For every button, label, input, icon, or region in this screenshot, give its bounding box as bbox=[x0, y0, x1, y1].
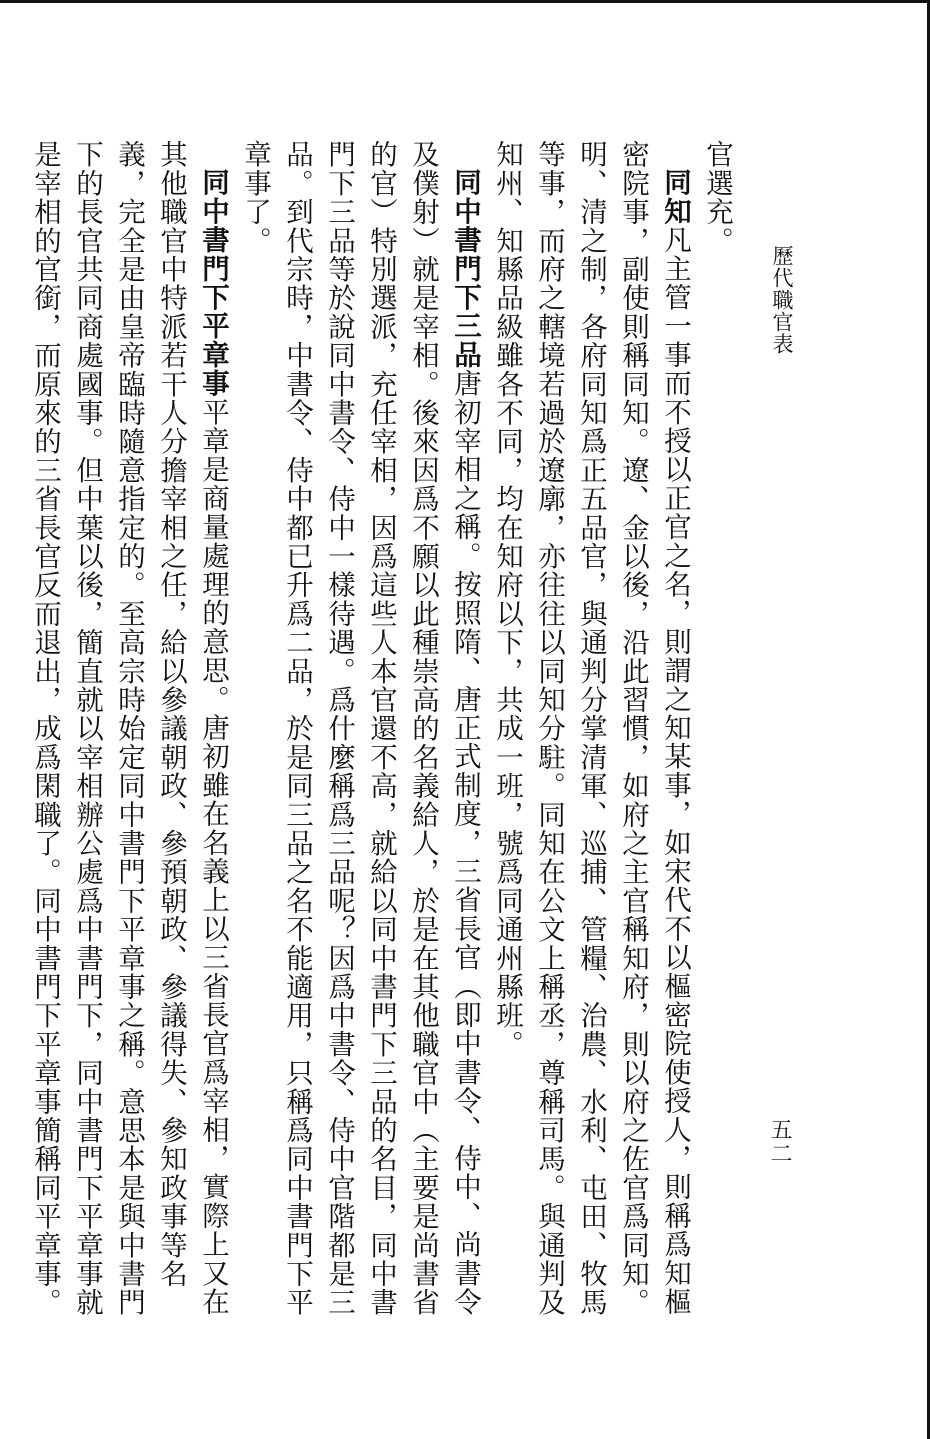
entry-term: 同中書門下平章事 bbox=[197, 167, 229, 398]
vertical-text-body bbox=[29, 140, 738, 1340]
entry-text: 凡主管一事而不授以正官之名，則謂之知某事，如宋代不以樞密院使授人，則稱爲知樞密院事，副使則稱同知。遼、金以後，沿此習慣，如府之主官稱知府，則以府之佐官爲同知。明、清之制，各府同知爲正五品官，與通判分掌清軍、巡捕、管糧、治農、水利、屯田、牧馬等事，而府之轄境若過於遼廓，亦往往以同知分駐。同知在公文上稱丞，尊稱司馬。與通判及知州、知縣品級雖各不同，均在知府以下，共成一班，號爲同通州縣班。 bbox=[491, 140, 691, 1317]
running-header-title: 歷代職官表 bbox=[770, 245, 794, 355]
entry-tong-pingzhangshi bbox=[24, 140, 234, 1340]
page-number: 五二 bbox=[767, 1118, 792, 1166]
entry-text: 唐初宰相之稱。按照隋、唐正式制度，三省長官（即中書令、侍中、尚書令及僕射）就是宰相。後來因爲不願以此種崇高的名義給人，於是在其他職官中（主要是尚書省的官）特別選派，充任宰相，因爲這些人本官還不高，就給以同中書門下三品的名目，同中書門下三品等於說同中書令、侍中一樣待遇。爲什麼稱爲三品呢？因爲中書令、侍中官階都是三品。到代宗時，中書令、侍中都已升爲二品，於是同三品之名不能適用，只稱爲同中書門下平章事了。 bbox=[239, 140, 481, 1317]
entry-term: 同中書門下三品 bbox=[449, 167, 481, 369]
entry-tongzhi bbox=[486, 140, 696, 1340]
entry-term: 同知 bbox=[659, 167, 691, 225]
continued-fragment: 官選充。 bbox=[701, 140, 733, 255]
entry-tong-sanpin bbox=[234, 140, 486, 1340]
page-border-top bbox=[0, 0, 930, 3]
entry-text: 平章是商量處理的意思。唐初雖在名義上以三省長官爲宰相，實際上又在其他職官中特派若干人分擔宰相之任，給以參議朝政、參預朝政、參議得失、參知政事等名義，完全是由皇帝臨時隨意指定的。至高宗時始定同中書門下平章事之稱。意思本是與中書門下的長官共同商處國事。但中葉以後，簡直就以宰相辦公處爲中書門下，同中書門下平章事就是宰相的官銜，而原來的三省長官反而退出，成爲閑職了。同中書門下平章事簡稱同平章事。 bbox=[29, 140, 229, 1317]
